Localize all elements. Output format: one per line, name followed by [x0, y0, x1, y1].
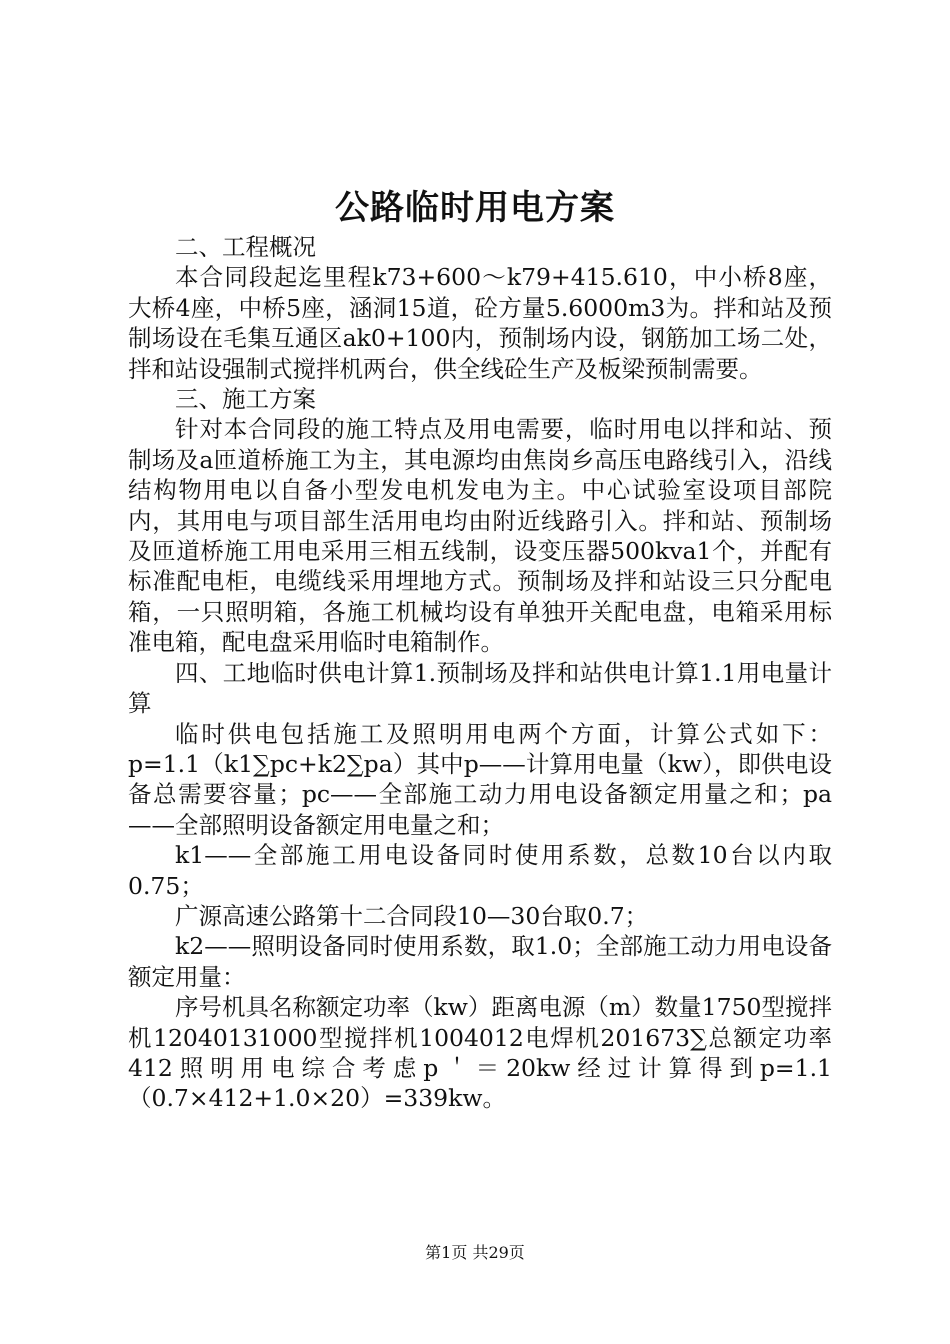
- section-heading-overview: 二、工程概况: [175, 233, 316, 261]
- page-number: 第1页 共29页: [425, 1243, 525, 1262]
- paragraph-k1: k1——全部施工用电设备同时使用系数，总数10台以内取0.75；: [128, 841, 832, 900]
- paragraph-guangyuan: 广源高速公路第十二合同段10—30台取0.7；: [175, 901, 649, 930]
- section-heading-plan: 三、施工方案: [175, 385, 316, 414]
- paragraph-overview: 本合同段起迄里程k73+600～k79+415.610，中小桥8座，大桥4座，中桥5座，涵洞15道，砼方量5.6000m3为。拌和站及预制场设在毛集互通区ak0+100内，预制场内设，钢筋加工场二处，拌和站设强制式搅拌机两台，供全线砼生产及板梁预制需要。: [128, 263, 832, 383]
- paragraph-k2: k2——照明设备同时使用系数，取1.0；全部施工动力用电设备额定用量：: [128, 932, 832, 991]
- document-body: [128, 232, 832, 1114]
- document-title: 公路临时用电方案: [335, 188, 615, 228]
- paragraph-equipment: 序号机具名称额定功率（kw）距离电源（m）数量1750型搅拌机12040131000型搅拌机1004012电焊机201673∑总额定功率412照明用电综合考虑p＇＝20kw经过计算得到p=1.1（0.7×412+1.0×20）=339kw。: [128, 993, 832, 1113]
- section-heading-calculation: 四、工地临时供电计算1.预制场及拌和站供电计算1.1用电量计算: [128, 658, 832, 718]
- paragraph-plan: 针对本合同段的施工特点及用电需要，临时用电以拌和站、预制场及a匝道桥施工为主，其电源均由焦岗乡高压电路线引入，沿线结构物用电以自备小型发电机发电为主。中心试验室设项目部院内，其用电与项目部生活用电均由附近线路引入。拌和站、预制场及匝道桥施工用电采用三相五线制，设变压器500kva1个，并配有标准配电柜，电缆线采用埋地方式。预制场及拌和站设三只分配电箱，一只照明箱，各施工机械均设有单独开关配电盘，电箱采用标准电箱，配电盘采用临时电箱制作。: [128, 415, 832, 657]
- paragraph-formula: 临时供电包括施工及照明用电两个方面，计算公式如下：p=1.1（k1∑pc+k2∑pa）其中p——计算用电量（kw），即供电设备总需要容量；pc——全部施工动力用电设备额定用量之和；pa——全部照明设备额定用电量之和；: [128, 719, 832, 839]
